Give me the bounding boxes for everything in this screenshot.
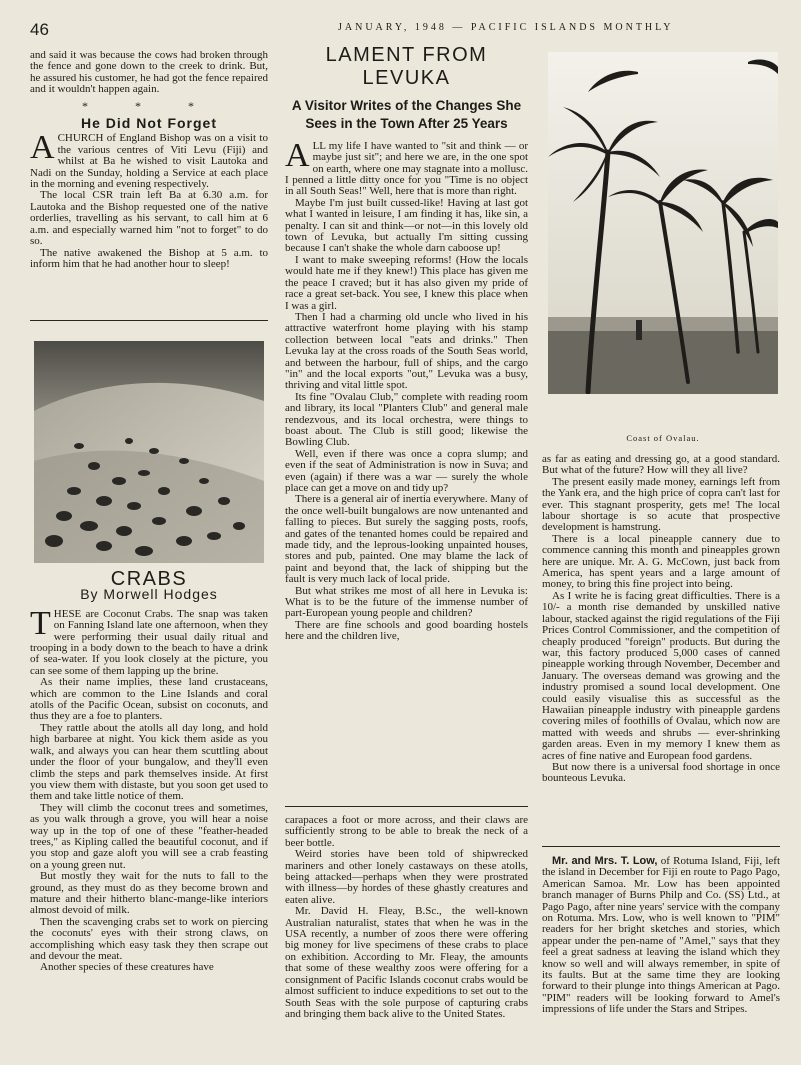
crabs-paragraph-6: Then the scavenging crabs set to work on piercing the coconuts' eyes with their strong claws, on accomplishing which easy task they then scrape out and devour the meat.	[30, 915, 268, 962]
levuka-article	[285, 44, 528, 643]
crabs-cont-paragraph-2: Weird stories have been told of shipwrecked mariners and other lonely castaways on these atolls, being attacked—perhaps when they were prostrated with illness—by hordes of these ghastly creatures and eaten alive.	[285, 848, 528, 906]
levuka-paragraph-7: There is a general air of inertia everywhere. Many of the once well-built bungalows are now untenanted and falling to pieces. But surely the sagging posts, roofs, and gates of the tenanted homes could be repaired and made tidy, and the leprous-looking unpainted houses, stores and pub, painted. One may blame the lack of paint and beyond that, the lack of shipping but the fault is very much lack of local pride.	[285, 493, 528, 586]
levuka-paragraph-9: There are fine schools and good boarding hostels here and the children live,	[285, 618, 528, 643]
crabs-cont-paragraph-1: carapaces a foot or more across, and their claws are sufficiently strong to be able to break the neck of a beer bottle.	[285, 814, 528, 849]
divider	[542, 846, 780, 847]
levuka-paragraph-3: I want to make sweeping reforms! (How the locals would hate me if they knew!) This place has given me the peace I craved; but it has also given my pride of race a great set-back. You see, I knew this place when I was a girl.	[285, 253, 528, 312]
column-1-top	[30, 50, 268, 270]
col3-paragraph-2: The present easily made money, earnings left from the Yank era, and the high price of copra can't last for ever. This stagnant prosperity, gets me! The local labour shortage is so acute that prospective development is hamstrung.	[542, 475, 780, 534]
low-text: of Rotuma Island, Fiji, left the island in December for Fiji en route to Pago Pago, American Samoa. Mr. Low has been appointed branch manager of Burns Philp and Co. (SS) Ltd., at Pago Pago, after nine years' service with the company on Rotuma. Mrs. Low, who is well known to "PIM" readers for her bright sketches and stories, which appear under the pen-name of "Amel," says that they feel a great sadness at leaving the island which they know so well and will always remember, in spite of its faults. But at the same time they are looking forward to their plunge into things American at Pago. "PIM" readers will be looking forward to Amel's impressions of life under the Stars and Stripes.	[542, 855, 781, 1016]
photo-caption: Coast of Ovalau.	[626, 433, 700, 443]
coast-of-ovalau-photo	[548, 52, 778, 394]
col3-paragraph-3: There is a local pineapple cannery due to commence canning this month and pineapples grown here are unique. Mr. A. G. McCown, just back from America, has spent years and a large amount of money, to bring this fine project into being.	[542, 532, 780, 591]
crabs-paragraph-5: But mostly they wait for the nuts to fall to the ground, as they must do as they become brown and mature and their hitherto blanc-mange-like interiors almost devoid of milk.	[30, 870, 268, 917]
levuka-paragraph-4: Then I had a charming old uncle who lived in his attractive waterfront home playing with his stamp collection between local "eats and drinks." Then Levuka lay at the cross roads of the South Seas world, and between the harbour, full of ships, and the cargo "in" and the local exports "out," Levuka was a busy, thriving and vital little spot.	[285, 310, 528, 392]
crabs-paragraph-7: Another species of these creatures have	[40, 961, 214, 974]
levuka-deck: A Visitor Writes of the Changes She Sees in the Town After 25 Years	[291, 97, 522, 131]
crabs-continuation	[285, 815, 528, 1020]
col3-paragraph-5: But now there is a universal food shortage in once bounteous Levuka.	[542, 760, 780, 785]
dropcap-t: T	[30, 604, 51, 642]
levuka-paragraph-1: LL my life I have wanted to "sit and think — or maybe just sit"; and here we are, in the one spot on earth, where one may stagnate into a mollusc. I penned a little ditty once for you "Time is no object in all South Seas!" Well, here that is more than right.	[285, 139, 528, 198]
levuka-paragraph-2: Maybe I'm just built cussed-like! Having at last got what I wanted in leisure, I am finding it has, like sin, a penalty. I can sit and think—or not—in this lovely old town of Levuka, but actually I'm sitting cussing because I can't shake the whole darn caboose up!	[285, 196, 528, 255]
story-title-he-did-not-forget: He Did Not Forget	[81, 115, 217, 132]
dropcap-a: A	[30, 129, 55, 167]
crabs-paragraph-2: As their name implies, these land crustaceans, which are common to the Line Islands and coral atolls of the Pacific Ocean, subsist on coconuts, and thus they are a foe to planters.	[30, 676, 268, 723]
story1-paragraph-1: CHURCH of England Bishop was on a visit to the various centres of Viti Levu (Fiji) and whilst at Ba he wished to visit Lautoka and Nadi on the Sunday, holding a Service at each place in the morning and evening respectively.	[30, 132, 268, 191]
levuka-title-line-2: LEVUKA	[362, 67, 451, 90]
divider	[30, 320, 268, 321]
crabs-title: CRABS	[110, 568, 188, 590]
levuka-continuation	[542, 454, 780, 785]
crabs-byline: By Morwell Hodges	[80, 586, 218, 603]
crabs-article	[30, 568, 268, 974]
col3-paragraph-1: as far as eating and dressing go, at a good standard. But what of the future? How will they all live?	[542, 453, 780, 477]
low-news-item	[542, 856, 780, 1016]
levuka-title-line-1: LAMENT FROM	[325, 44, 488, 66]
continued-text: and said it was because the cows had broken through the fence and gone down to the creek to drink. But, he assured his customer, he had got the fence repaired and it wouldn't happen again.	[30, 49, 268, 96]
col3-paragraph-4: As I write he is facing great difficulties. There is a 10/- a month rise demanded by unskilled native labour, stacked against the rigid regulations of the Fiji Prices Control Commissioner, and the competition of cheaply produced "foreign" products. But during the war, this factory produced 5,000 cases of canned pineapple working through November, December and January. The overseas demand was growing and the industry promised a sound local development. One could easily visualise this as successful as the Hawaiian pineapple industry with pineapple gardens covering miles of foothills of Ovalau, which now are matted with weeds and shrubs — ever-shrinking garden areas. Even in my memory I knew them as acres of fine native and European food gardens.	[542, 589, 780, 762]
low-names: Mr. and Mrs. T. Low,	[552, 855, 658, 867]
story1-paragraph-2: The local CSR train left Ba at 6.30 a.m. for Lautoka and the Bishop requested one of the native orderlies, travelling as his servant, to call him at 6 a.m. and especially warned him "not to forget" to do so.	[30, 189, 268, 248]
levuka-paragraph-6: Well, even if there was once a copra slump; and even if the seat of Administration is now in Suva; and even (again) if there was a war — surely the whole place can get a move on and tidy up?	[285, 447, 528, 494]
levuka-paragraph-8: But what strikes me most of all here in Levuka is: What is to be the future of the immense number of part-European young people and children?	[285, 584, 528, 620]
levuka-paragraph-5: Its fine "Ovalau Club," complete with reading room and library, its local "Planters Club" and general male rendezvous, and its local orchestra, were things to boast about. The Club is still good; likewise the Bowling Club.	[285, 390, 528, 449]
page-number: 46	[30, 20, 49, 39]
crabs-paragraph-3: They rattle about the atolls all day long, and hold high barbaree at night. You kick them aside as you walk, and always you can hear them scuttling about under the floor of your bungalow, and they'll even climb the steps and park themselves inside. At first you view them with distaste, but you soon get used to them and take little notice of them.	[30, 721, 268, 803]
crabs-photo	[34, 341, 264, 563]
crabs-paragraph-1: HESE are Coconut Crabs. The snap was taken on Fanning Island late one afternoon, when they were performing their usual daily ritual and trooping in a body down to the beach to have a drink of sea-water. If you look closely at the picture, you can see some of them lapping up the brine.	[30, 607, 268, 677]
running-head: JANUARY, 1948 — PACIFIC ISLANDS MONTHLY	[338, 22, 674, 33]
divider	[285, 806, 528, 807]
dropcap-a-levuka: A	[285, 136, 310, 174]
crabs-cont-paragraph-3: Mr. David H. Fleay, B.Sc., the well-known Australian naturalist, states that when he was in the USA recently, a number of zoos there were offering big money for live specimens of these crabs to place on exhibition. According to Mr. Fleay, the amounts that some of these wealthy zoos were offering for a consignment of Pacific Islands coconut crabs would be almost sufficient to induce expeditions to set out to the South Seas with the sole purpose of capturing crabs and bringing them back alive to the United States.	[285, 905, 528, 1020]
section-stars: * * *	[82, 98, 216, 113]
story1-paragraph-3: The native awakened the Bishop at 5 a.m. to inform him that he had another hour to sleep!	[30, 246, 268, 270]
crabs-paragraph-4: They will climb the coconut trees and sometimes, as you walk through a grove, you will hear a noise way up in the top of one of these "feather-headed trees," as Kipling called the beautiful coconut, and if you stop and gaze aloft you will see a crab feasting on a young green nut.	[30, 801, 268, 871]
